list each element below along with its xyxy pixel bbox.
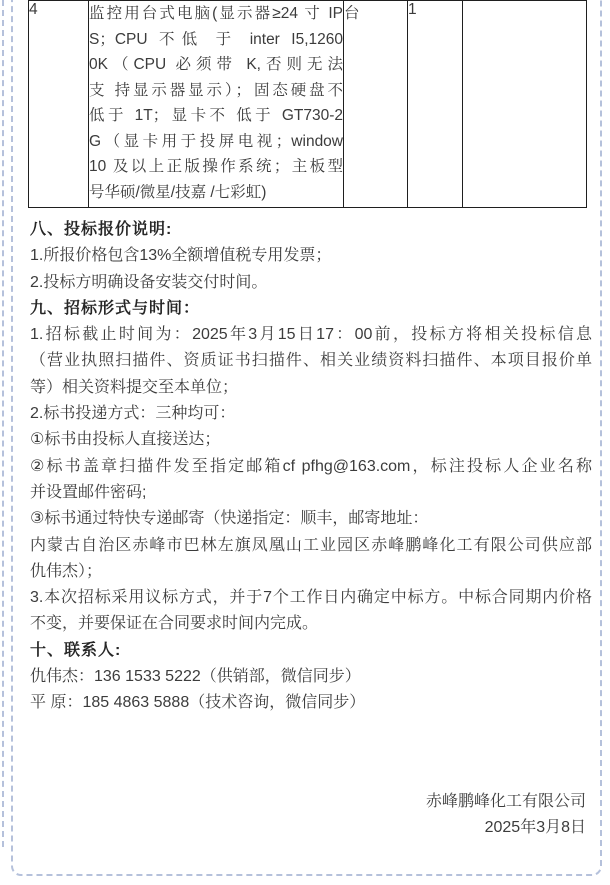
cell-seq-number: 4	[29, 1, 89, 208]
body-line: 仇伟杰）；	[30, 562, 103, 580]
body-line: 2.标书投递方式：三种均可：	[30, 405, 236, 423]
body-line: 1.招标截止时间为：2025年3月15日17：00前，投标方将相关投标信息	[30, 326, 592, 344]
item-description-line: 号华硕/微星/技嘉 /七彩虹)	[89, 183, 267, 201]
item-description-line: 支 持显示器显示）；固态硬盘不	[89, 81, 343, 99]
body-line: 并设置邮件密码;	[30, 483, 147, 501]
section-heading: 八、投标报价说明:	[30, 221, 173, 238]
item-description-line: 0K（CPU 必须带 K,否则无法	[89, 56, 343, 73]
item-description-line: G（显卡用于投屏电视；window	[89, 132, 343, 150]
body-line: 3.本次招标采用议标方式，并于7个工作日内确定中标方。中标合同期内价格	[30, 589, 592, 607]
body-line: 平 原：185 4863 5888（技术咨询，微信同步）	[30, 694, 366, 712]
cell-remark	[463, 1, 587, 208]
item-description-line: 10 及以上正版操作系统；主板型	[89, 158, 343, 175]
body-line: 仇伟杰：136 1533 5222（供销部，微信同步）	[30, 668, 361, 686]
body-line: ①标书由投标人直接送达；	[30, 431, 221, 449]
cell-quantity: 1	[408, 1, 463, 208]
section-heading: 十、联系人:	[30, 641, 122, 659]
body-line: 等）相关资料提交至本单位；	[30, 378, 239, 396]
signature-company: 赤峰鹏峰化工有限公司	[425, 793, 586, 810]
item-description-line: 低于 1T；显卡不 低于 GT730-2	[89, 107, 343, 124]
body-line: 内蒙古自治区赤峰市巴林左旗凤凰山工业园区赤峰鹏峰化工有限公司供应部	[30, 536, 592, 554]
outer-dashed-border	[2, 0, 4, 847]
cell-item-description	[89, 1, 344, 208]
spec-table	[28, 0, 587, 208]
body-line: 1.所报价格包含13%全额增值税专用发票；	[30, 247, 332, 265]
item-description-line: 监控用台式电脑(显示器≥24 寸 IP	[89, 5, 343, 22]
cell-unit: 台	[344, 1, 408, 208]
item-description-line: S；CPU 不低 于 inter I5,1260	[89, 30, 343, 48]
signature-block	[30, 789, 586, 842]
body-line: ③标书通过特快专递邮寄（快递指定：顺丰，邮寄地址：	[30, 510, 429, 528]
table-row	[29, 1, 587, 208]
body-line: 不变，并要保证在合同要求时间内完成。	[30, 615, 319, 633]
body-line: 2.投标方明确设备安装交付时间。	[30, 273, 268, 291]
body-line: （营业执照扫描件、资质证书扫描件、相关业绩资料扫描件、本项目报价单	[30, 352, 592, 370]
document-body	[30, 217, 592, 717]
section-heading: 九、招标形式与时间：	[30, 299, 201, 317]
signature-date: 2025年3月8日	[484, 819, 586, 837]
body-line: ②标书盖章扫描件发至指定邮箱cf pfhg@163.com，标注投标人企业名称	[30, 457, 592, 475]
